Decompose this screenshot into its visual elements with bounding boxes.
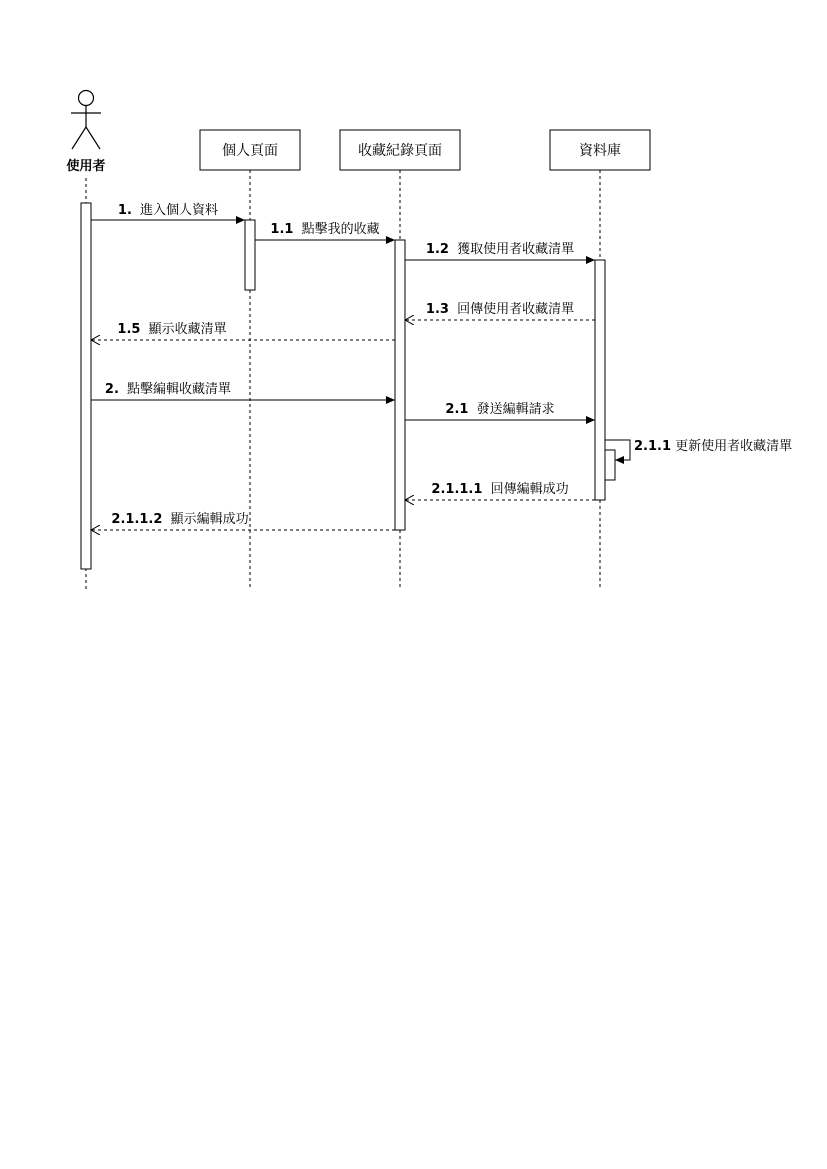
svg-text:1.3 回傳使用者收藏清單	[426, 301, 574, 317]
lifeline-favorites-header	[340, 130, 460, 170]
message-1-3-text: 回傳使用者收藏清單	[457, 302, 575, 317]
svg-text:2. 點擊編輯收藏清單	[105, 381, 231, 397]
lifeline-database-header	[550, 130, 650, 170]
svg-text:1.5 顯示收藏清單	[117, 321, 226, 337]
actor-user	[66, 91, 105, 175]
message-1-1	[255, 221, 395, 240]
svg-text:1. 進入個人資料	[118, 202, 218, 218]
lifeline-profile-header	[200, 130, 300, 170]
message-2-1-1-1	[405, 481, 595, 500]
activation-favorites	[395, 240, 405, 530]
message-2-1-1-1-number: 2.1.1.1	[431, 482, 483, 497]
message-1-3-number: 1.3	[425, 302, 449, 317]
message-1-2-number: 1.2	[425, 242, 449, 257]
message-2-1	[405, 401, 595, 420]
svg-text:1.2 獲取使用者收藏清單	[426, 241, 574, 257]
svg-text:2.1.1.2 顯示編輯成功	[111, 511, 248, 527]
activation-database	[595, 260, 605, 500]
message-2-1-1-number: 2.1.1	[634, 439, 672, 454]
message-1-1-text: 點擊我的收藏	[301, 222, 380, 237]
stick-figure-icon	[71, 91, 101, 150]
activation-database-self	[605, 450, 615, 480]
message-2	[91, 381, 395, 400]
lifeline-favorites-label: 收藏紀錄頁面	[358, 143, 442, 159]
message-2-text: 點擊編輯收藏清單	[127, 382, 232, 397]
lifeline-database-label: 資料庫	[579, 143, 621, 159]
lifeline-profile-label: 個人頁面	[222, 143, 278, 159]
message-1-2-text: 獲取使用者收藏清單	[457, 242, 575, 257]
message-2-1-1-text: 更新使用者收藏清單	[675, 439, 793, 454]
svg-text:2.1.1 更新使用者收藏清單	[634, 438, 792, 454]
message-2-1-1-2	[91, 511, 395, 530]
message-2-1-1	[605, 438, 792, 460]
message-1-number: 1.	[117, 203, 132, 218]
message-1-5-text: 顯示收藏清單	[148, 322, 227, 337]
message-2-1-text: 發送編輯請求	[476, 402, 555, 417]
message-2-number: 2.	[104, 382, 119, 397]
message-1-5-number: 1.5	[117, 322, 141, 337]
activation-user	[81, 203, 91, 569]
message-1-5	[91, 321, 395, 340]
message-1-3	[405, 301, 595, 320]
message-1-1-number: 1.1	[270, 222, 294, 237]
message-2-1-1-2-text: 顯示編輯成功	[170, 512, 249, 527]
actor-user-label: 使用者	[66, 159, 106, 174]
message-2-1-1-2-number: 2.1.1.2	[111, 512, 163, 527]
svg-text:2.1 發送編輯請求	[445, 401, 554, 417]
message-1-text: 進入個人資料	[140, 203, 219, 218]
svg-text:1.1 點擊我的收藏	[270, 221, 379, 237]
message-2-1-1-1-text: 回傳編輯成功	[490, 482, 569, 497]
message-1-2	[405, 241, 595, 260]
activation-profile	[245, 220, 255, 290]
svg-text:2.1.1.1 回傳編輯成功	[431, 481, 568, 497]
message-2-1-number: 2.1	[445, 402, 469, 417]
message-1	[91, 202, 245, 220]
